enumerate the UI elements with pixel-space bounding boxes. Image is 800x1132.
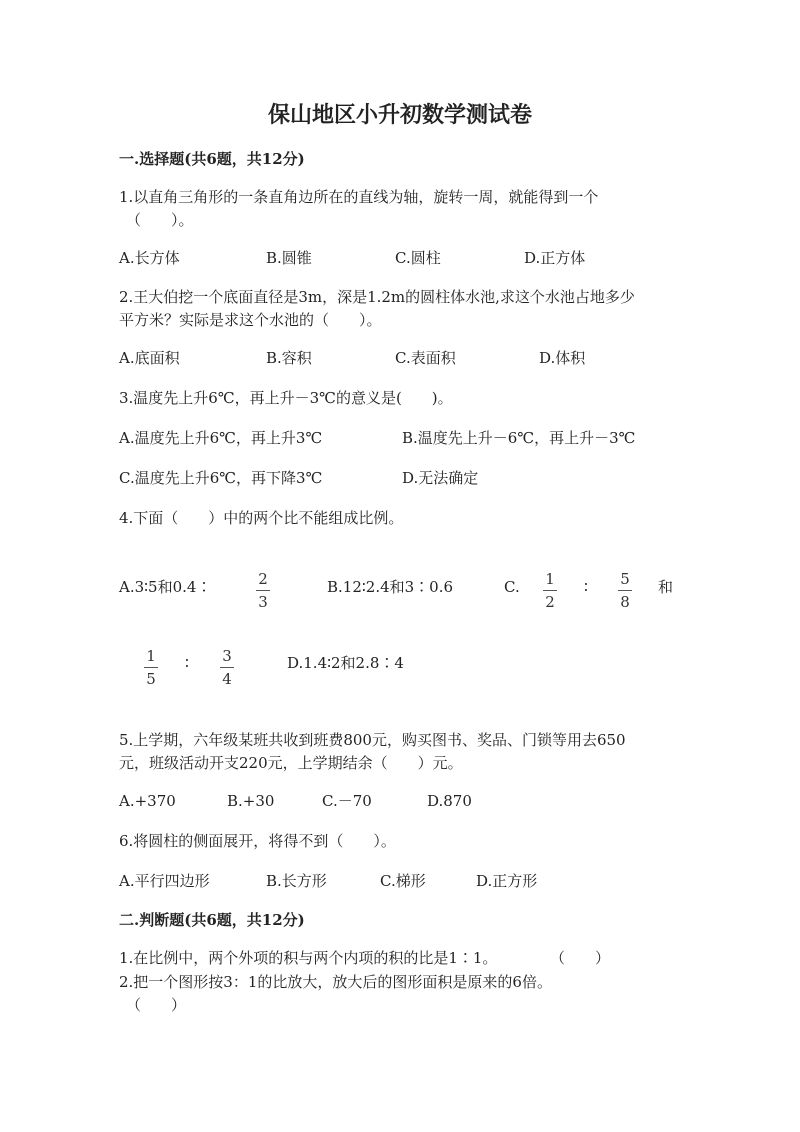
q4-option-c[interactable]: C.: [504, 578, 520, 596]
judgment-1-blank[interactable]: （ ）: [550, 949, 611, 967]
question-6-text: 6.将圆柱的侧面展开，将得不到（ ）。: [119, 832, 396, 850]
judgment-2-blank[interactable]: （ ）: [126, 996, 187, 1014]
q2-option-d[interactable]: D.体积: [539, 349, 586, 367]
q6-option-a[interactable]: A.平行四边形: [119, 872, 210, 890]
question-2-text: 2.王大伯挖一个底面直径是3m，深是1.2m的圆柱体水池,求这个水池占地多少: [119, 288, 635, 306]
q4-option-b[interactable]: B.12∶2.4和3∶0.6: [327, 578, 454, 596]
judgment-1-text: 1.在比例中，两个外项的积与两个内项的积的比是1∶1。: [119, 949, 498, 967]
fraction-denominator: 8: [620, 593, 630, 611]
section-heading-choice: 一.选择题(共6题，共12分): [119, 150, 305, 168]
fraction-numerator: 2: [258, 570, 268, 588]
fraction-bar: [144, 667, 158, 668]
q2-option-b[interactable]: B.容积: [266, 349, 312, 367]
fraction-bar: [220, 667, 234, 668]
question-5-text: 5.上学期，六年级某班共收到班费800元，购买图书、奖品、门锁等用去650: [119, 731, 626, 749]
q3-option-a[interactable]: A.温度先上升6℃，再上升3℃: [119, 429, 323, 447]
q6-option-c[interactable]: C.梯形: [380, 872, 426, 890]
section-heading-judgment: 二.判断题(共6题，共12分): [119, 911, 305, 929]
fraction-denominator: 3: [258, 593, 268, 611]
q5-option-c[interactable]: C.－70: [322, 792, 372, 810]
q4-option-c-fraction-4: [220, 647, 234, 688]
q6-option-d[interactable]: D.正方形: [476, 872, 538, 890]
fraction-numerator: 1: [545, 570, 555, 588]
question-1-blank: （ ）。: [126, 211, 194, 229]
question-3-text: 3.温度先上升6℃，再上升－3℃的意义是( )。: [119, 389, 453, 407]
q1-option-a[interactable]: A.长方体: [119, 249, 180, 267]
question-4-text: 4.下面（ ）中的两个比不能组成比例。: [119, 509, 404, 527]
fraction-numerator: 1: [146, 647, 156, 665]
q1-option-b[interactable]: B.圆锥: [266, 249, 312, 267]
fraction-denominator: 4: [222, 670, 232, 688]
q2-option-a[interactable]: A.底面积: [119, 349, 180, 367]
q1-option-d[interactable]: D.正方体: [524, 249, 586, 267]
fraction-bar: [618, 590, 632, 591]
q2-option-c[interactable]: C.表面积: [395, 349, 456, 367]
q1-option-c[interactable]: C.圆柱: [395, 249, 441, 267]
q4-option-c-fraction-1: [543, 570, 557, 611]
q4-option-c-fraction-2: [618, 570, 632, 611]
q4-option-c-and: 和: [658, 578, 674, 596]
page-title: 保山地区小升初数学测试卷: [267, 102, 532, 128]
q5-option-b[interactable]: B.+30: [227, 792, 275, 810]
fraction-bar: [543, 590, 557, 591]
q4-option-d[interactable]: D.1.4∶2和2.8∶4: [287, 654, 404, 672]
q3-option-c[interactable]: C.温度先上升6℃，再下降3℃: [119, 469, 323, 487]
fraction-bar: [256, 590, 270, 591]
question-5-text-line2: 元，班级活动开支220元，上学期结余（ ）元。: [119, 754, 463, 772]
q5-option-a[interactable]: A.+370: [119, 792, 176, 810]
q3-option-d[interactable]: D.无法确定: [402, 469, 479, 487]
q4-option-a-fraction: [256, 570, 270, 611]
question-2-text-line2: 平方米？实际是求这个水池的（ ）。: [119, 311, 382, 329]
q4-option-c-fraction-3: [144, 647, 158, 688]
q5-option-d[interactable]: D.870: [427, 792, 472, 810]
question-1-text: 1.以直角三角形的一条直角边所在的直线为轴，旋转一周，就能得到一个: [119, 188, 599, 206]
fraction-denominator: 2: [545, 593, 555, 611]
q4-option-a[interactable]: A.3∶5和0.4∶: [119, 578, 212, 596]
ratio-colon: ∶: [185, 654, 189, 672]
ratio-colon: ∶: [584, 578, 588, 596]
fraction-numerator: 5: [620, 570, 630, 588]
fraction-denominator: 5: [146, 670, 156, 688]
fraction-numerator: 3: [222, 647, 232, 665]
q3-option-b[interactable]: B.温度先上升－6℃，再上升－3℃: [402, 429, 636, 447]
judgment-2-text: 2.把一个图形按3：1的比放大，放大后的图形面积是原来的6倍。: [119, 973, 552, 991]
q6-option-b[interactable]: B.长方形: [266, 872, 327, 890]
